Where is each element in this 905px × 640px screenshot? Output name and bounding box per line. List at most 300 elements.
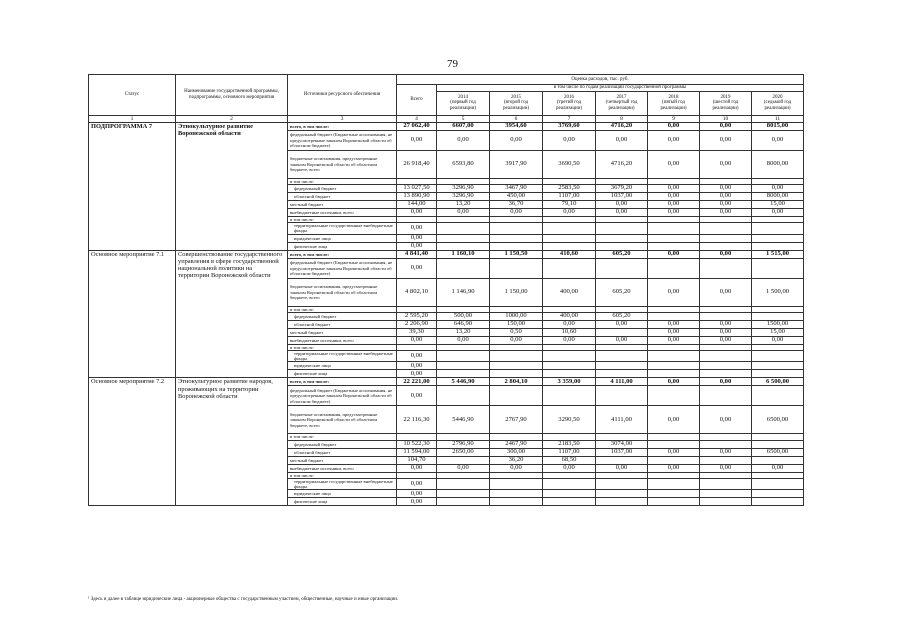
- value-cell: 13,20: [437, 328, 490, 336]
- value-cell: 27 062,40: [397, 122, 437, 130]
- column-number: 7: [543, 115, 596, 122]
- value-cell: [648, 478, 700, 489]
- funding-source: местный бюджет: [288, 201, 397, 209]
- value-cell: [490, 223, 543, 234]
- header-year-label: (третий год реализации): [555, 100, 583, 111]
- funding-source: федеральный бюджет: [288, 312, 397, 320]
- value-cell: [648, 312, 700, 320]
- value-cell: [543, 362, 596, 370]
- value-cell: [752, 258, 804, 278]
- value-cell: 8000,00: [752, 193, 804, 201]
- value-cell: 1 150,00: [490, 278, 543, 306]
- value-cell: [596, 258, 648, 278]
- value-cell: 6500,00: [752, 406, 804, 434]
- funding-source: бюджетные ассигнования, предусмотренные законом Воронежской области об областном бюджете, всего: [288, 150, 397, 178]
- value-cell: [596, 456, 648, 464]
- value-cell: 0,00: [700, 185, 752, 193]
- value-cell: 0,00: [543, 336, 596, 344]
- value-cell: [596, 234, 648, 242]
- value-cell: [700, 478, 752, 489]
- value-cell: 0,00: [648, 464, 700, 472]
- funding-source: федеральный бюджет: [288, 185, 397, 193]
- header-status: Статус: [89, 75, 176, 116]
- value-cell: [490, 478, 543, 489]
- funding-source: федеральный бюджет: [288, 440, 397, 448]
- value-cell: 3917,90: [490, 150, 543, 178]
- value-cell: [700, 456, 752, 464]
- value-cell: 104,70: [397, 456, 437, 464]
- header-year-label: (четвертый год реализации): [605, 100, 638, 111]
- value-cell: 0,00: [648, 448, 700, 456]
- header-total: Всего: [397, 85, 437, 116]
- funding-source: физические лица: [288, 242, 397, 250]
- table-row: [89, 378, 804, 386]
- funding-source: юридические лица: [288, 362, 397, 370]
- value-cell: [543, 242, 596, 250]
- value-cell: 0,00: [437, 464, 490, 472]
- column-number: 8: [596, 115, 648, 122]
- value-cell: [700, 223, 752, 234]
- value-cell: 0,00: [700, 464, 752, 472]
- column-number: 2: [176, 115, 288, 122]
- value-cell: 3290,50: [543, 406, 596, 434]
- value-cell: 4 111,00: [596, 378, 648, 386]
- value-cell: 0,00: [490, 464, 543, 472]
- funding-source: физические лица: [288, 498, 397, 506]
- funding-source: в том числе:: [288, 434, 397, 440]
- value-cell: 2796,90: [437, 440, 490, 448]
- value-cell: 3 359,00: [543, 378, 596, 386]
- funding-source: федеральный бюджет (Бюджетные ассигнования, не предусмотренные законом Воронежской области об областном бюджете): [288, 258, 397, 278]
- column-number: 3: [288, 115, 397, 122]
- funding-source: местный бюджет: [288, 456, 397, 464]
- funding-source: территориальные государственные внебюджетные фонды: [288, 351, 397, 362]
- value-cell: 605,20: [596, 312, 648, 320]
- value-cell: [752, 234, 804, 242]
- value-cell: 0,00: [437, 130, 490, 150]
- value-cell: 2 206,90: [397, 320, 437, 328]
- value-cell: [752, 362, 804, 370]
- value-cell: 0,00: [700, 122, 752, 130]
- value-cell: 3467,90: [490, 185, 543, 193]
- value-cell: [700, 258, 752, 278]
- value-cell: 144,00: [397, 201, 437, 209]
- header-year-label: (шестой год реализации): [712, 100, 739, 111]
- value-cell: 0,00: [752, 209, 804, 217]
- value-cell: 0,00: [648, 193, 700, 201]
- value-cell: 605,20: [596, 278, 648, 306]
- value-cell: [543, 498, 596, 506]
- value-cell: 1107,00: [543, 193, 596, 201]
- funding-source: местный бюджет: [288, 328, 397, 336]
- value-cell: [543, 386, 596, 406]
- value-cell: 8015,00: [752, 122, 804, 130]
- value-cell: 0,00: [648, 250, 700, 258]
- value-cell: 0,00: [397, 258, 437, 278]
- value-cell: 0,00: [752, 185, 804, 193]
- column-number: 1: [89, 115, 176, 122]
- value-cell: 3296,90: [437, 185, 490, 193]
- value-cell: 26 918,40: [397, 150, 437, 178]
- funding-source: территориальные государственные внебюджетные фонды: [288, 478, 397, 489]
- value-cell: 3074,00: [596, 440, 648, 448]
- value-cell: 8000,00: [752, 150, 804, 178]
- value-cell: [596, 242, 648, 250]
- value-cell: 79,10: [543, 201, 596, 209]
- value-cell: 4716,20: [596, 122, 648, 130]
- funding-source: всего, в том числе:: [288, 378, 397, 386]
- value-cell: 0,00: [397, 242, 437, 250]
- column-number: 9: [648, 115, 700, 122]
- header-year-label: (второй год реализации): [502, 100, 530, 111]
- value-cell: [437, 370, 490, 378]
- funding-source: федеральный бюджет (Бюджетные ассигнования, не предусмотренные законом Воронежской области об областном бюджете): [288, 130, 397, 150]
- value-cell: [700, 490, 752, 498]
- value-cell: [752, 242, 804, 250]
- header-year-number: 2018: [668, 94, 679, 100]
- value-cell: [490, 362, 543, 370]
- value-cell: 400,00: [543, 312, 596, 320]
- value-cell: 0,00: [397, 490, 437, 498]
- row-status: ПОДПРОГРАММА 7: [89, 122, 176, 250]
- value-cell: [700, 242, 752, 250]
- funding-source: территориальные государственные внебюджетные фонды: [288, 223, 397, 234]
- value-cell: 36,70: [490, 201, 543, 209]
- value-cell: 0,00: [700, 378, 752, 386]
- value-cell: 0,00: [543, 130, 596, 150]
- header-year-number: 2016: [564, 94, 574, 100]
- value-cell: 400,00: [543, 278, 596, 306]
- value-cell: 0,00: [700, 448, 752, 456]
- value-cell: 39,30: [397, 328, 437, 336]
- funding-source: внебюджетные источники, всего: [288, 464, 397, 472]
- value-cell: [543, 370, 596, 378]
- value-cell: [543, 234, 596, 242]
- row-status: Основное мероприятие 7.1: [89, 250, 176, 378]
- funding-source: бюджетные ассигнования, предусмотренные законом Воронежской области об областном бюджете, всего: [288, 278, 397, 306]
- value-cell: 3296,90: [437, 193, 490, 201]
- value-cell: [596, 490, 648, 498]
- value-cell: 0,00: [752, 336, 804, 344]
- value-cell: [752, 223, 804, 234]
- value-cell: 15,00: [752, 201, 804, 209]
- value-cell: 0,00: [397, 209, 437, 217]
- value-cell: 5446,90: [437, 406, 490, 434]
- value-cell: 13,20: [437, 201, 490, 209]
- row-name: Этнокультурное развитие народов, проживающих на территории Воронежской области: [176, 378, 288, 506]
- header-year-label: (первый год реализации): [449, 100, 477, 111]
- value-cell: 0,00: [752, 130, 804, 150]
- value-cell: 1107,00: [543, 448, 596, 456]
- value-cell: [752, 478, 804, 489]
- value-cell: 500,00: [437, 312, 490, 320]
- value-cell: [490, 258, 543, 278]
- header-estimate: Оценка расходов, тыс. руб.: [397, 75, 804, 85]
- value-cell: [543, 258, 596, 278]
- value-cell: 0,00: [648, 185, 700, 193]
- value-cell: 0,00: [397, 130, 437, 150]
- value-cell: [700, 440, 752, 448]
- value-cell: 150,00: [490, 320, 543, 328]
- header-name: Наименование государственной программы, подпрограммы, основного мероприятия: [176, 75, 288, 116]
- value-cell: [648, 234, 700, 242]
- value-cell: 0,00: [437, 209, 490, 217]
- value-cell: 0,00: [543, 464, 596, 472]
- value-cell: 2 804,10: [490, 378, 543, 386]
- value-cell: 0,00: [648, 150, 700, 178]
- value-cell: [700, 386, 752, 406]
- value-cell: [596, 362, 648, 370]
- value-cell: [752, 440, 804, 448]
- value-cell: [437, 490, 490, 498]
- value-cell: 1 146,90: [437, 278, 490, 306]
- value-cell: 0,00: [648, 130, 700, 150]
- value-cell: [648, 351, 700, 362]
- value-cell: 0,00: [648, 328, 700, 336]
- value-cell: [490, 498, 543, 506]
- value-cell: 0,00: [543, 320, 596, 328]
- value-cell: 0,00: [596, 130, 648, 150]
- value-cell: 2650,00: [437, 448, 490, 456]
- value-cell: 0,00: [700, 320, 752, 328]
- value-cell: [648, 362, 700, 370]
- funding-source: в том числе:: [288, 306, 397, 312]
- funding-source: в том числе:: [288, 178, 397, 184]
- value-cell: [752, 351, 804, 362]
- value-cell: [437, 242, 490, 250]
- table-row: [89, 122, 804, 130]
- header-year-label: (пятый год реализации): [660, 100, 687, 111]
- funding-source: в том числе:: [288, 472, 397, 478]
- header-source: Источники ресурсного обеспечения: [288, 75, 397, 116]
- value-cell: 0,00: [700, 209, 752, 217]
- value-cell: [596, 328, 648, 336]
- value-cell: 0,00: [700, 250, 752, 258]
- header-year-number: 2017: [616, 94, 627, 100]
- value-cell: 0,00: [700, 406, 752, 434]
- value-cell: 0,00: [397, 351, 437, 362]
- value-cell: 410,60: [543, 250, 596, 258]
- value-cell: 0,00: [596, 320, 648, 328]
- value-cell: [700, 370, 752, 378]
- value-cell: [648, 258, 700, 278]
- value-cell: [752, 312, 804, 320]
- value-cell: 0,00: [397, 223, 437, 234]
- header-year-number: 2019: [720, 94, 731, 100]
- funding-source: областной бюджет: [288, 320, 397, 328]
- funding-source: внебюджетные источники, всего: [288, 209, 397, 217]
- value-cell: 300,00: [490, 448, 543, 456]
- value-cell: 1 515,00: [752, 250, 804, 258]
- funding-source: в том числе:: [288, 217, 397, 223]
- value-cell: 10,60: [543, 328, 596, 336]
- value-cell: 0,00: [596, 336, 648, 344]
- value-cell: 0,00: [397, 234, 437, 242]
- value-cell: [596, 223, 648, 234]
- value-cell: [490, 234, 543, 242]
- value-cell: [490, 370, 543, 378]
- header-year-number: 2020: [772, 94, 783, 100]
- value-cell: 3769,60: [543, 122, 596, 130]
- value-cell: [648, 456, 700, 464]
- value-cell: [700, 234, 752, 242]
- value-cell: 0,00: [700, 150, 752, 178]
- value-cell: [752, 386, 804, 406]
- value-cell: 2183,50: [543, 440, 596, 448]
- funding-source: внебюджетные источники, всего: [288, 336, 397, 344]
- value-cell: 0,00: [700, 328, 752, 336]
- value-cell: [437, 351, 490, 362]
- budget-table: [88, 74, 804, 506]
- header-year-number: 2014: [458, 94, 468, 100]
- column-number: 5: [437, 115, 490, 122]
- value-cell: [752, 498, 804, 506]
- value-cell: 0,00: [700, 193, 752, 201]
- value-cell: 0,00: [648, 406, 700, 434]
- value-cell: [437, 456, 490, 464]
- header-year-number: 2015: [511, 94, 521, 100]
- value-cell: 1000,00: [490, 312, 543, 320]
- funding-source: всего, в том числе:: [288, 250, 397, 258]
- value-cell: 4 841,40: [397, 250, 437, 258]
- value-cell: 0,00: [397, 464, 437, 472]
- value-cell: [700, 351, 752, 362]
- value-cell: 5 446,90: [437, 378, 490, 386]
- funding-source: всего, в том числе:: [288, 122, 397, 130]
- value-cell: 6593,80: [437, 150, 490, 178]
- value-cell: [700, 498, 752, 506]
- header-year-2019: [700, 91, 752, 115]
- value-cell: 0,00: [397, 478, 437, 489]
- value-cell: 0,00: [648, 336, 700, 344]
- value-cell: 15,00: [752, 328, 804, 336]
- value-cell: 0,00: [648, 201, 700, 209]
- value-cell: 4111,00: [596, 406, 648, 434]
- value-cell: [490, 386, 543, 406]
- funding-source: юридические лица: [288, 234, 397, 242]
- value-cell: [596, 478, 648, 489]
- value-cell: 0,00: [397, 498, 437, 506]
- value-cell: 0,00: [490, 209, 543, 217]
- value-cell: 0,00: [648, 278, 700, 306]
- value-cell: 3690,50: [543, 150, 596, 178]
- value-cell: [437, 234, 490, 242]
- value-cell: [543, 478, 596, 489]
- value-cell: [437, 386, 490, 406]
- value-cell: 3679,20: [596, 185, 648, 193]
- header-year-2016: [543, 91, 596, 115]
- funding-source: в том числе:: [288, 344, 397, 350]
- value-cell: [490, 351, 543, 362]
- value-cell: [437, 223, 490, 234]
- column-number: 4: [397, 115, 437, 122]
- value-cell: [648, 440, 700, 448]
- value-cell: 36,20: [490, 456, 543, 464]
- value-cell: [700, 362, 752, 370]
- value-cell: 1 150,50: [490, 250, 543, 258]
- value-cell: 0,00: [648, 320, 700, 328]
- value-cell: 0,00: [596, 209, 648, 217]
- funding-source: областной бюджет: [288, 193, 397, 201]
- value-cell: 0,00: [648, 122, 700, 130]
- value-cell: 4716,20: [596, 150, 648, 178]
- value-cell: 1500,00: [752, 320, 804, 328]
- value-cell: [648, 370, 700, 378]
- value-cell: [752, 490, 804, 498]
- value-cell: 605,20: [596, 250, 648, 258]
- value-cell: [437, 258, 490, 278]
- column-number: 11: [752, 115, 804, 122]
- header-year-2014: [437, 91, 490, 115]
- value-cell: 11 594,00: [397, 448, 437, 456]
- row-name: Этнокультурное развитие Воронежской области: [176, 122, 288, 250]
- value-cell: 0,50: [490, 328, 543, 336]
- funding-source: юридические лица: [288, 490, 397, 498]
- value-cell: [648, 223, 700, 234]
- value-cell: 0,00: [490, 336, 543, 344]
- value-cell: 0,00: [700, 336, 752, 344]
- value-cell: 0,00: [397, 370, 437, 378]
- value-cell: 0,00: [397, 362, 437, 370]
- value-cell: [648, 242, 700, 250]
- value-cell: 13 027,50: [397, 185, 437, 193]
- value-cell: 0,00: [437, 336, 490, 344]
- value-cell: 3954,60: [490, 122, 543, 130]
- value-cell: 0,00: [596, 464, 648, 472]
- value-cell: [648, 490, 700, 498]
- footnote: ¹ Здесь и далее в таблице юридические лица - акционерные общества с государственным участием, общественные, научные и иные организации.: [88, 597, 399, 602]
- header-year-2018: [648, 91, 700, 115]
- table-row: [89, 250, 804, 258]
- value-cell: 68,50: [543, 456, 596, 464]
- header-year-2015: [490, 91, 543, 115]
- value-cell: [543, 351, 596, 362]
- header-year-2017: [596, 91, 648, 115]
- value-cell: 13 890,90: [397, 193, 437, 201]
- value-cell: 0,00: [397, 386, 437, 406]
- value-cell: [596, 370, 648, 378]
- value-cell: 1037,00: [596, 448, 648, 456]
- value-cell: 646,90: [437, 320, 490, 328]
- value-cell: 0,00: [648, 378, 700, 386]
- value-cell: 22 221,00: [397, 378, 437, 386]
- value-cell: [543, 490, 596, 498]
- value-cell: [490, 490, 543, 498]
- value-cell: [596, 386, 648, 406]
- value-cell: 2 595,20: [397, 312, 437, 320]
- column-number: 6: [490, 115, 543, 122]
- value-cell: [437, 498, 490, 506]
- value-cell: 0,00: [752, 464, 804, 472]
- value-cell: 2467,90: [490, 440, 543, 448]
- header-year-label: (седьмой год реализации): [763, 100, 792, 111]
- value-cell: 22 116,30: [397, 406, 437, 434]
- funding-source: федеральный бюджет (Бюджетные ассигнования, не предусмотренные законом Воронежской области об областном бюджете): [288, 386, 397, 406]
- value-cell: [648, 386, 700, 406]
- value-cell: 0,00: [543, 209, 596, 217]
- value-cell: [700, 312, 752, 320]
- row-status: Основное мероприятие 7.2: [89, 378, 176, 506]
- value-cell: 1 500,00: [752, 278, 804, 306]
- value-cell: 1037,00: [596, 193, 648, 201]
- value-cell: [490, 242, 543, 250]
- value-cell: 450,00: [490, 193, 543, 201]
- value-cell: 0,00: [700, 130, 752, 150]
- value-cell: 0,00: [700, 278, 752, 306]
- header-year-2020: [752, 91, 804, 115]
- value-cell: 0,00: [648, 209, 700, 217]
- value-cell: 6500,00: [752, 448, 804, 456]
